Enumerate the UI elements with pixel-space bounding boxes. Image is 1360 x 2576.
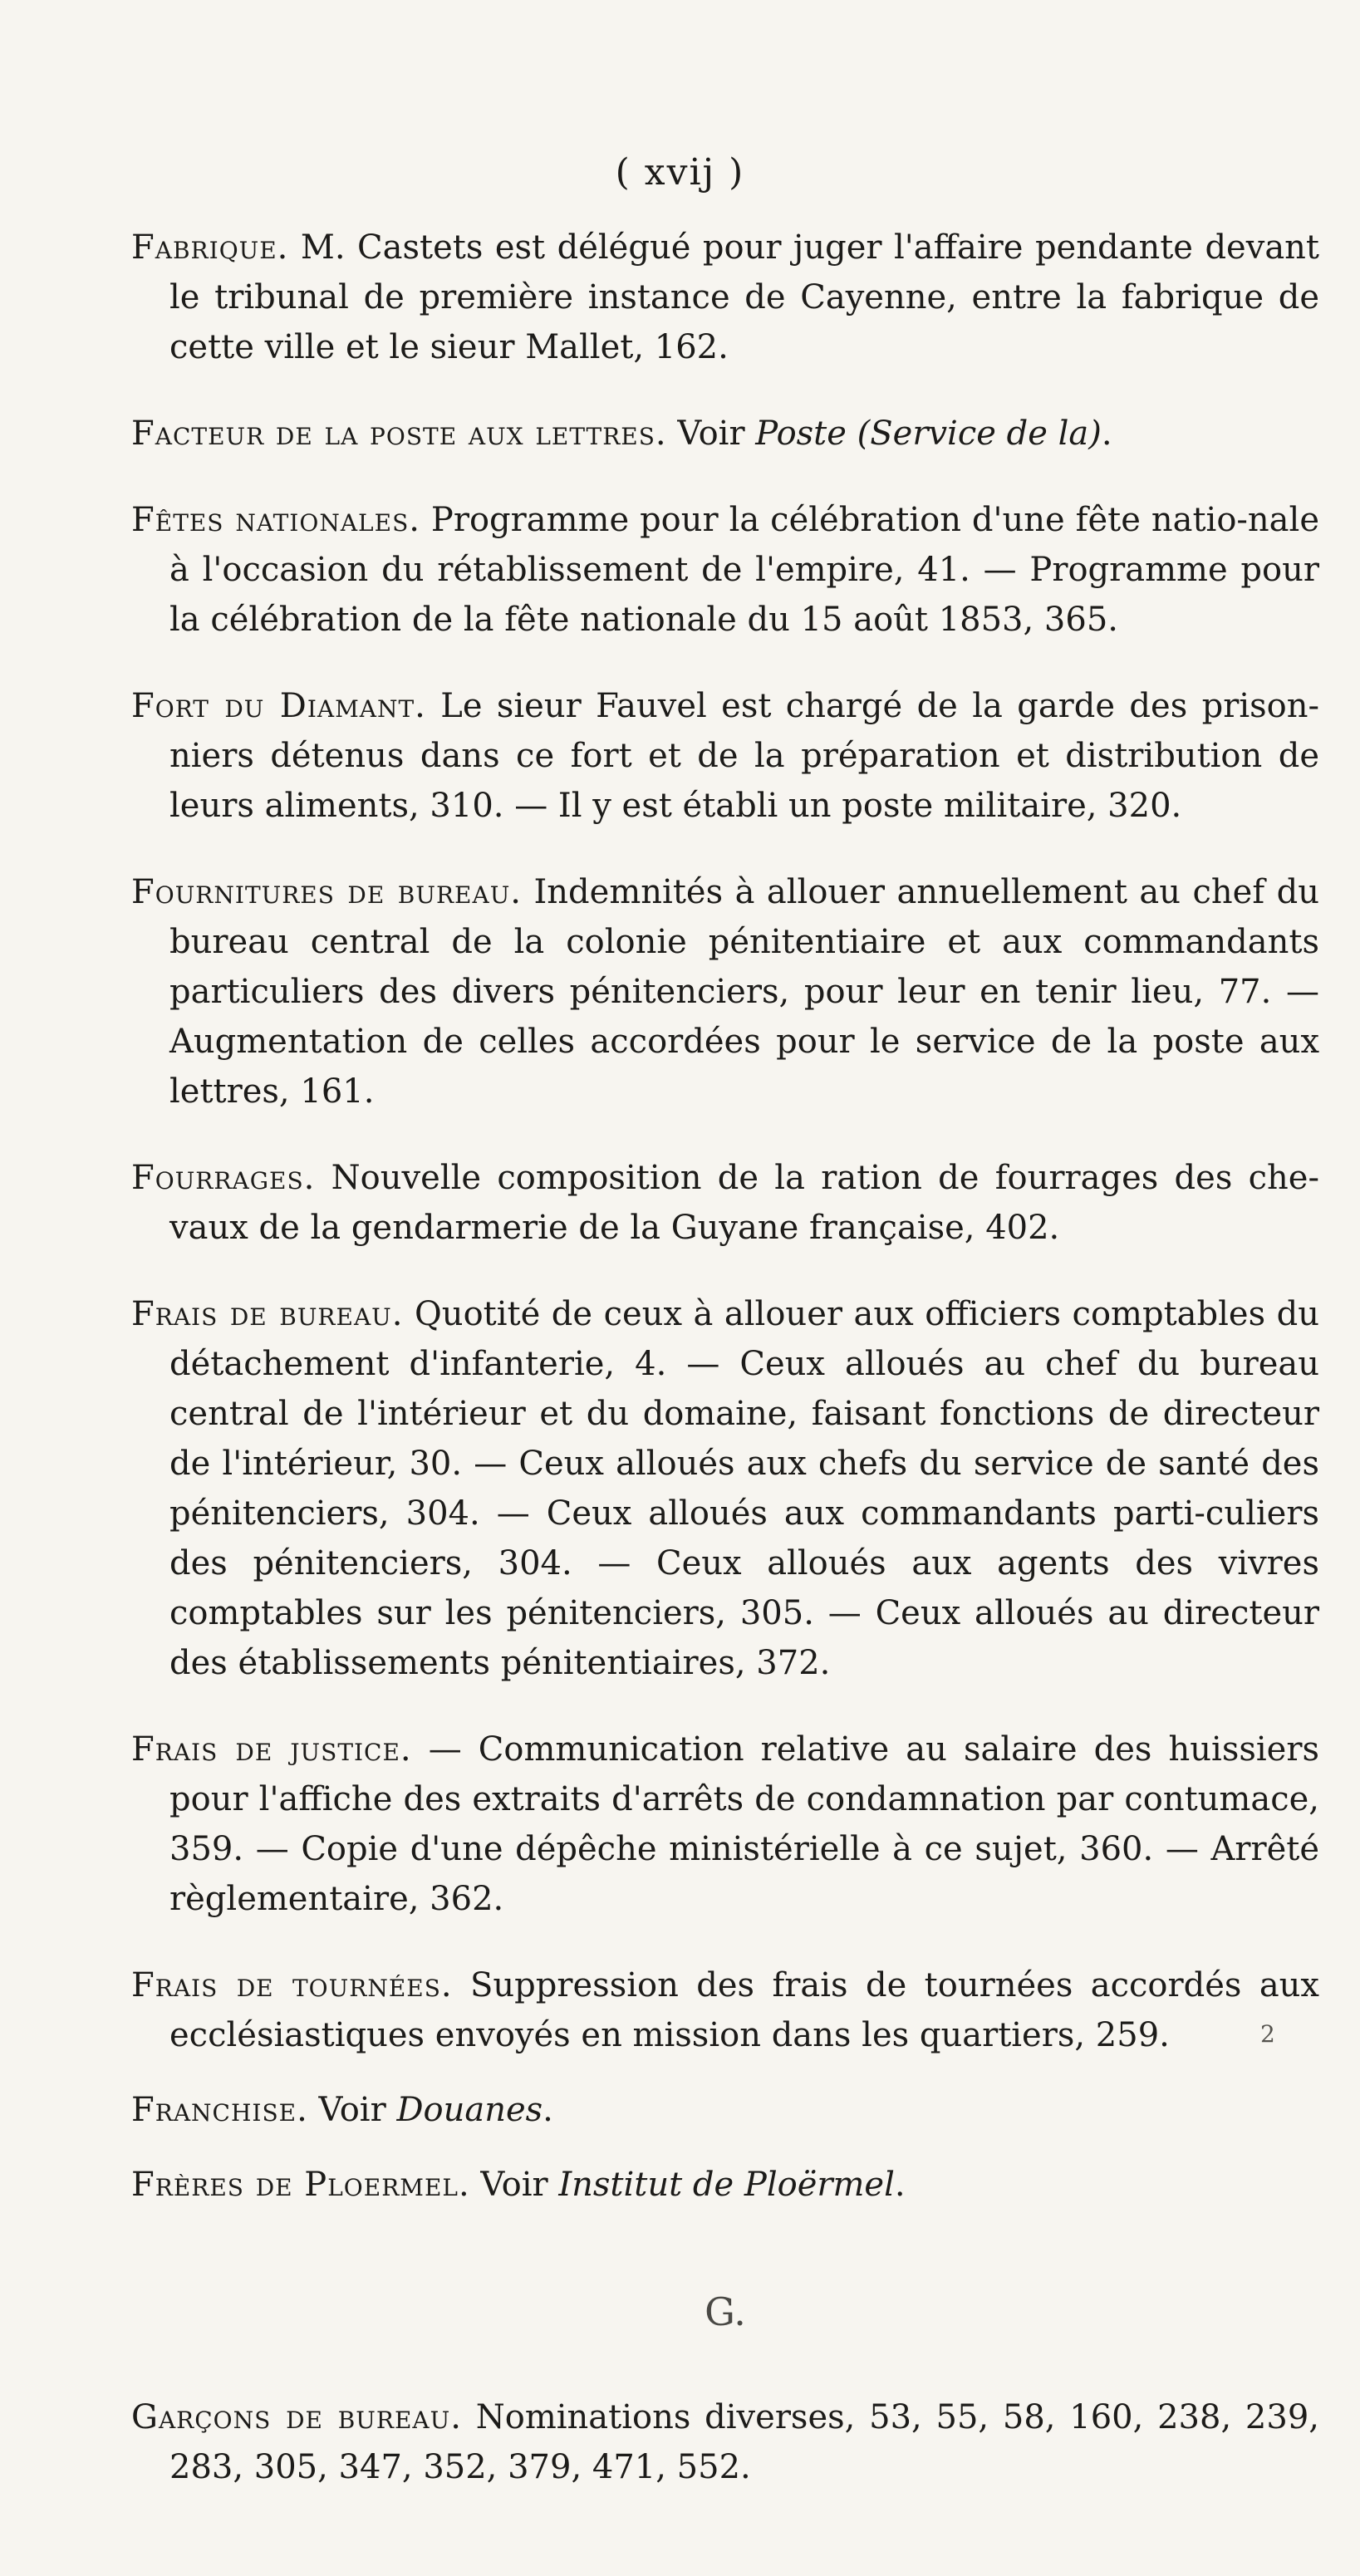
entry-text: Suppression des frais de tournées accordés aux ecclésiastiques envoyés en mission dans les quartiers, 259.: [169, 1966, 1319, 2054]
entry-heading: Fournitures de bureau.: [131, 873, 523, 911]
index-column: [131, 223, 1319, 2529]
signature-mark: 2: [1260, 2020, 1275, 2048]
page-number: ( xvij ): [615, 151, 745, 194]
index-entry-fetes-nationales: [131, 495, 1319, 645]
entry-text: Quotité de ceux à allouer aux officiers comptables du détachement d'infanterie, 4. — Ceux alloués au chef du bureau central de l'intérieur et du domaine, faisant fonctions de directeur de l'intérieur, 30. — Ceux alloués aux chefs du service de santé des pénitenciers, 304. — Ceux alloués aux commandants parti-culiers des pénitenciers, 304. — Ceux alloués aux agents des vivres comptables sur les pénitenciers, 305. — Ceux alloués au directeur des établissements pénitentiaires, 372.: [169, 1295, 1319, 1682]
section-letter: G.: [705, 2289, 746, 2334]
entry-heading: Fêtes nationales.: [131, 501, 420, 539]
entry-heading: Garçons de bureau.: [131, 2398, 462, 2436]
index-entry-franchise: [131, 2085, 1319, 2135]
entry-heading: Fort du Diamant.: [131, 687, 426, 725]
entry-text: — Communication relative au salaire des huissiers pour l'affiche des extraits d'arrêts de condamnation par contumace, 359. — Copie d'une dépêche ministérielle à ce sujet, 360. — Arrêté règlementaire, 362.: [169, 1730, 1319, 1918]
entry-text: Nominations diverses, 53, 55, 58, 160, 238, 239, 283, 305, 347, 352, 379, 471, 552.: [169, 2398, 1319, 2486]
entry-text: Indemnités à allouer annuellement au chef du bureau central de la colonie pénitentiaire et aux commandants particuliers des divers pénitenciers, pour leur en tenir lieu, 77. —Augmentation de celles accordées pour le service de la poste aux lettres, 161.: [169, 873, 1319, 1111]
cross-reference: Douanes: [396, 2091, 543, 2129]
entry-heading: Frères de Ploermel.: [131, 2166, 470, 2204]
entry-tail: .: [543, 2091, 553, 2129]
index-entry-fabrique: [131, 223, 1319, 372]
entry-heading: Facteur de la poste aux lettres.: [131, 415, 667, 453]
entry-tail: .: [894, 2166, 906, 2204]
index-entry-fourrages: [131, 1153, 1319, 1253]
entry-text: Voir: [469, 2166, 559, 2204]
entry-heading: Fourrages.: [131, 1159, 316, 1197]
entry-text: Voir: [307, 2091, 397, 2129]
index-entry-facteur: [131, 409, 1319, 459]
entry-text: Le sieur Fauvel est chargé de la garde des prison-niers détenus dans ce fort et de la préparation et distribution de leurs aliments, 310. — Il y est établi un poste militaire, 320.: [169, 687, 1319, 825]
index-entry-frais-de-bureau: [131, 1289, 1319, 1688]
entry-heading: Franchise.: [131, 2091, 308, 2129]
index-entry-freres-de-ploermel: [131, 2160, 1319, 2210]
entry-heading: Frais de tournées.: [131, 1966, 453, 2004]
index-entry-garcons-de-bureau: [131, 2392, 1319, 2492]
entry-heading: Frais de justice.: [131, 1730, 412, 1769]
cross-reference: Institut de Ploërmel: [558, 2166, 895, 2204]
entry-text: Programme pour la célébration d'une fête natio-nale à l'occasion du rétablissement de l'empire, 41. — Programme pour la célébration de la fête nationale du 15 août 1853, 365.: [169, 501, 1319, 639]
entry-text: Voir: [666, 415, 756, 453]
entry-text: M. Castets est délégué pour juger l'affaire pendante devant le tribunal de première instance de Cayenne, entre la fabrique de cette ville et le sieur Mallet, 162.: [169, 228, 1319, 366]
index-entry-frais-de-justice: [131, 1725, 1319, 1924]
cross-reference: Poste (Service de la): [755, 415, 1102, 453]
entry-tail: .: [1101, 415, 1112, 453]
index-entry-frais-de-tournees: [131, 1960, 1319, 2060]
entry-heading: Fabrique.: [131, 228, 289, 267]
index-entry-fournitures-de-bureau: [131, 867, 1319, 1116]
entry-heading: Frais de bureau.: [131, 1295, 404, 1333]
entry-text: Nouvelle composition de la ration de fourrages des che-vaux de la gendarmerie de la Guyane française, 402.: [169, 1159, 1319, 1247]
index-entry-fort-du-diamant: [131, 681, 1319, 831]
